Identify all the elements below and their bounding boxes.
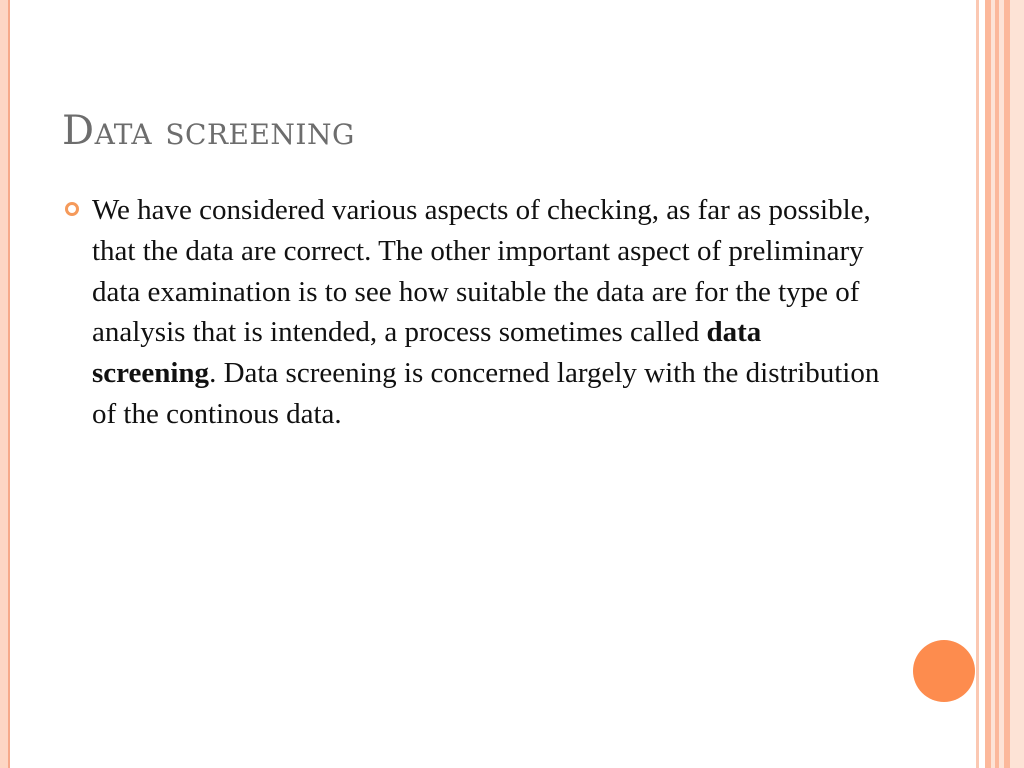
bullet-item — [64, 190, 884, 435]
bullet-text-after: . Data screening is concerned largely with the distribution of the continous data. — [92, 357, 880, 430]
slide-title: Data screening — [62, 108, 355, 154]
bullet-text — [92, 190, 884, 435]
left-border-line — [8, 0, 10, 768]
left-border-stripe — [0, 0, 8, 768]
bullet-bold-term: data screening — [92, 316, 762, 390]
bullet-ring-icon — [65, 202, 79, 216]
accent-circle — [913, 640, 975, 702]
bullet-text-before: We have considered various aspects of checking, as far as possible, that the data are correct. The other important aspect of preliminary data examination is to see how suitable the data are for the type of analysis that is intended, a process sometimes called — [92, 194, 871, 349]
right-stripe-8 — [1010, 0, 1024, 768]
